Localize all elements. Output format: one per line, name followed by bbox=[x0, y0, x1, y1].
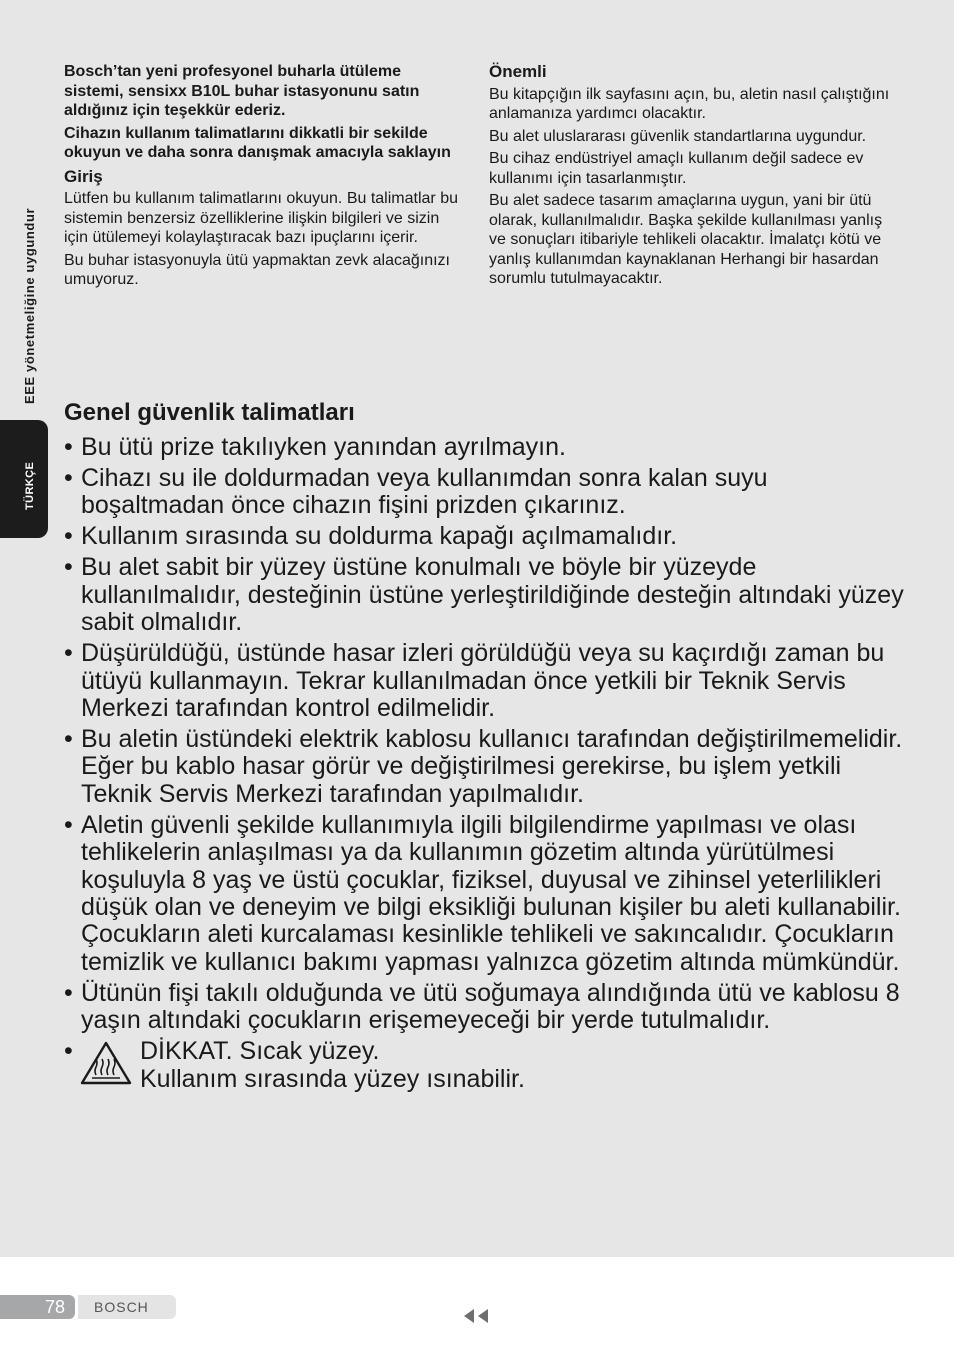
previous-page-icon[interactable] bbox=[462, 1308, 490, 1324]
list-item: • Bu aletin üstündeki elektrik kablosu kullanıcı tarafından değiştirilmemelidir. Eğer bu kablo hasar görür ve değiştirilmesi gerekirse, bu işlem yetkili Teknik Servis Merkezi tarafından yapılmalıdır. bbox=[64, 726, 904, 808]
intro-column bbox=[64, 62, 464, 293]
important-column bbox=[489, 62, 899, 292]
safety-section bbox=[64, 398, 904, 1098]
list-item: • Cihazı su ile doldurmadan veya kullanımdan sonra kalan suyu boşaltmadan önce cihazın fişini prizden çıkarınız. bbox=[64, 465, 904, 520]
page-number: 78 bbox=[44, 1297, 65, 1317]
intro-heading: Giriş bbox=[64, 166, 103, 186]
list-item: • Düşürüldüğü, üstünde hasar izleri görüldüğü veya su kaçırdığı zaman bu ütüyü kullanmayın. Tekrar kullanılmadan önce yetkili bir Teknik Servis Merkezi tarafından kontrol edilmelidir. bbox=[64, 640, 904, 722]
list-item: • Kullanım sırasında su doldurma kapağı açılmamalıdır. bbox=[64, 523, 904, 550]
keep-instructions-text: Cihazın kullanım talimatlarını dikkatli bir sekilde okuyun ve daha sonra danışmak amacıyla saklayın bbox=[64, 124, 451, 161]
hot-surface-warning-icon bbox=[80, 1040, 132, 1086]
section-title: Genel güvenlik talimatları bbox=[64, 399, 355, 426]
important-paragraph: Bu kitapçığın ilk sayfasını açın, bu, aletin nasıl çalıştığını anlamanıza yardımcı olacaktır. bbox=[489, 85, 890, 122]
intro-paragraph: Bu buhar istasyonuyla ütü yapmaktan zevk alacağınızı umuyoruz. bbox=[64, 251, 450, 288]
page-number-badge bbox=[0, 1295, 75, 1319]
warning-title: • DİKKAT. Sıcak yüzey. bbox=[140, 1037, 380, 1066]
intro-paragraph: Lütfen bu kullanım talimatlarını okuyun. Bu talimatlar bu sistemin benzersiz özelliklerine ilişkin bilgileri ve sizin için ütülemeyi kolaylaştıracak bazı ipuçlarını içerir. bbox=[64, 190, 458, 246]
hot-surface-warning bbox=[64, 1038, 904, 1098]
brand-name: BOSCH bbox=[94, 1299, 149, 1315]
list-item: • Bu ütü prize takılıyken yanından ayrılmayın. bbox=[64, 434, 904, 461]
regulation-side-label: EEE yönetmeliğine uygundur bbox=[22, 207, 37, 404]
thank-you-text: Bosch’tan yeni profesyonel buharla ütüleme sistemi, sensixx B10L buhar istasyonunu satın aldığınız için teşekkür ederiz. bbox=[64, 63, 420, 119]
important-paragraph: Bu alet uluslararası güvenlik standartlarına uygundur. bbox=[489, 127, 867, 145]
safety-list bbox=[64, 434, 904, 1035]
list-item: • Aletin güvenli şekilde kullanımıyla ilgili bilgilendirme yapılması ve olası tehlikelerin anlaşılması ya da kullanımın gözetim altında yürütülmesi koşuluyla 8 yaş ve üstü çocuklar, fiziksel, duyusal ve zihinsel yeterlilikleri düşük olan ve deneyim ve bilgi eksikliği bulunan kişiler bu aleti kullanabilir. Çocukların aleti kurcalaması kesinlikle tehlikeli ve sakıncalıdır. Çocukların temizlik ve kullanıcı bakımı yapması yalnızca gözetim altında mümkündür. bbox=[64, 812, 904, 976]
language-tab-label: TÜRKÇE bbox=[24, 461, 36, 510]
important-heading: Önemli bbox=[489, 62, 547, 81]
list-item: • Ütünün fişi takılı olduğunda ve ütü soğumaya alındığında ütü ve kablosu 8 yaşın altındaki çocukların erişemeyeceği bir yerde tutulmalıdır. bbox=[64, 980, 904, 1035]
important-paragraph: Bu cihaz endüstriyel amaçlı kullanım değil sadece ev kullanımı için tasarlanmıştır. bbox=[489, 150, 864, 187]
warning-detail: Kullanım sırasında yüzey ısınabilir. bbox=[140, 1064, 525, 1093]
brand-badge bbox=[78, 1295, 176, 1319]
important-paragraph: Bu alet sadece tasarım amaçlarına uygun, yani bir ütü olarak, kullanılmalıdır. Başka şekilde kullanılması yanlış ve sonuçları itibariyle tehlikeli olacaktır. İmalatçı kötü ve yanlış kullanımdan kaynaklanan Herhangi bir hasardan sorumlu tutulmayacaktır. bbox=[489, 192, 883, 287]
list-item: • Bu alet sabit bir yüzey üstüne konulmalı ve böyle bir yüzeyde kullanılmalıdır, desteğinin üstüne yerleştirildiğinde desteğin altındaki yüzey sabit olmalıdır. bbox=[64, 554, 904, 636]
